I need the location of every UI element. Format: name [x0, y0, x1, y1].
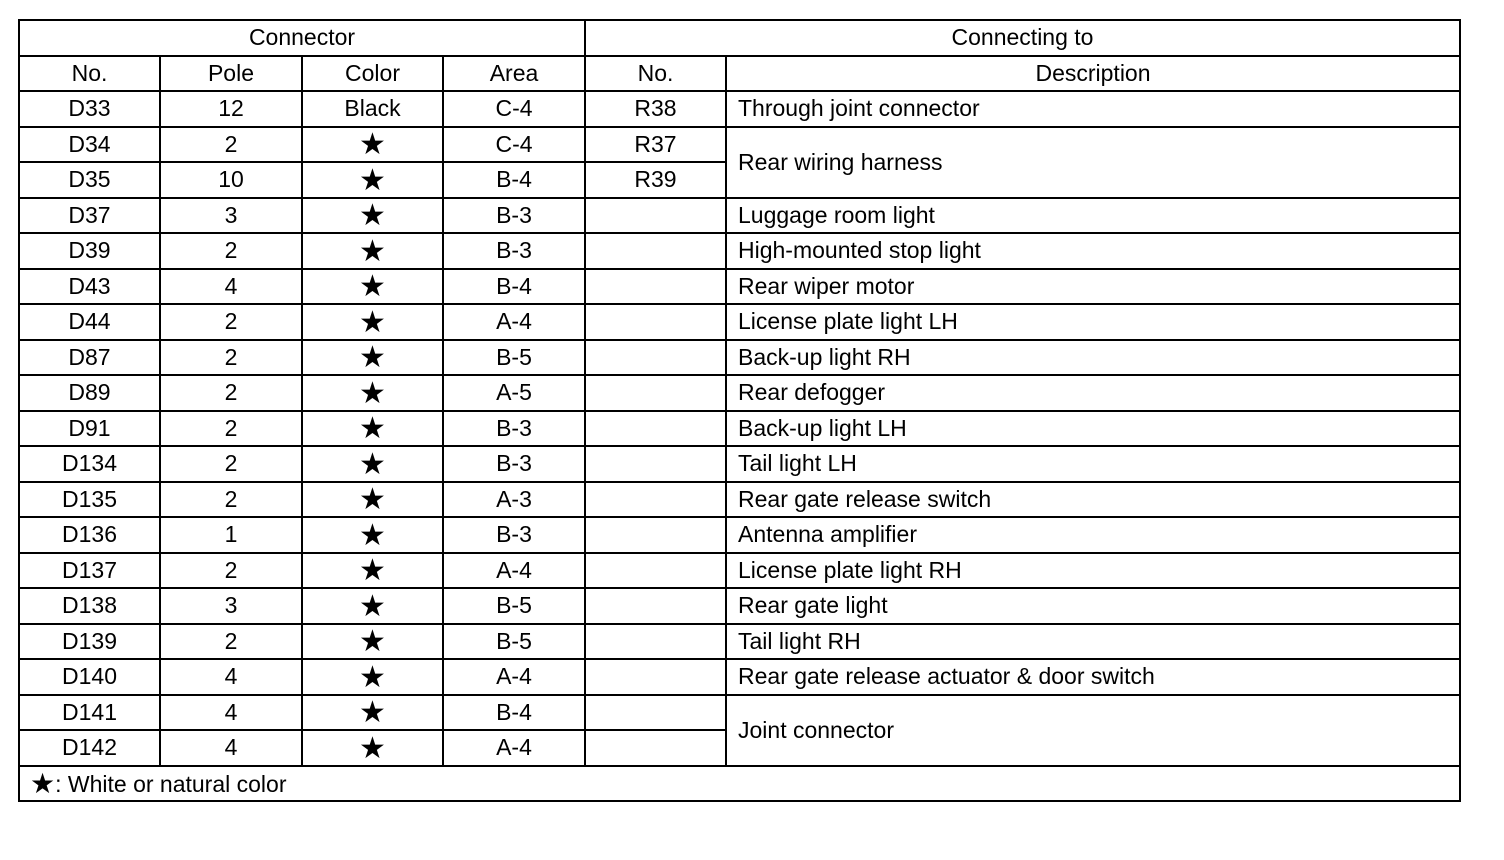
table-row	[19, 91, 1460, 127]
connector-no: D139	[19, 624, 160, 660]
connector-color	[302, 659, 443, 695]
connector-area: A-5	[443, 375, 585, 411]
connector-pole: 4	[160, 730, 302, 766]
connecting-to-description: Tail light RH	[726, 624, 1460, 660]
connecting-to-no	[585, 340, 726, 376]
connecting-to-description: Rear gate release switch	[726, 482, 1460, 518]
connecting-to-description: Rear wiper motor	[726, 269, 1460, 305]
connecting-to-description: Rear gate light	[726, 588, 1460, 624]
table-row	[19, 517, 1460, 553]
header-pole: Pole	[160, 56, 302, 92]
connector-table	[18, 19, 1461, 802]
header-column-row	[19, 56, 1460, 92]
star-icon: ★	[359, 305, 386, 339]
connector-pole: 2	[160, 446, 302, 482]
connector-pole: 2	[160, 340, 302, 376]
connecting-to-no	[585, 375, 726, 411]
connector-pole: 2	[160, 624, 302, 660]
connecting-to-description: Back-up light RH	[726, 340, 1460, 376]
header-connecting-to: Connecting to	[585, 20, 1460, 56]
connecting-to-no	[585, 695, 726, 731]
connector-color	[302, 482, 443, 518]
star-icon: ★	[359, 660, 386, 694]
connector-color	[302, 695, 443, 731]
connector-no: D39	[19, 233, 160, 269]
connector-no: D91	[19, 411, 160, 447]
star-icon: ★	[359, 128, 386, 162]
star-icon: ★	[359, 270, 386, 304]
table-row	[19, 411, 1460, 447]
connector-no: D134	[19, 446, 160, 482]
connector-area: A-4	[443, 553, 585, 589]
connector-color	[302, 269, 443, 305]
connecting-to-no: R38	[585, 91, 726, 127]
connector-color	[302, 127, 443, 163]
connector-color	[302, 340, 443, 376]
connector-color	[302, 162, 443, 198]
connector-pole: 2	[160, 411, 302, 447]
header-connector: Connector	[19, 20, 585, 56]
connector-no: D33	[19, 91, 160, 127]
connector-color	[302, 198, 443, 234]
table-row	[19, 624, 1460, 660]
table-row	[19, 304, 1460, 340]
connector-pole: 2	[160, 304, 302, 340]
star-icon: ★	[359, 483, 386, 517]
connector-area: B-5	[443, 340, 585, 376]
connector-no: D137	[19, 553, 160, 589]
connecting-to-no	[585, 553, 726, 589]
connector-pole: 2	[160, 233, 302, 269]
connector-pole: 4	[160, 659, 302, 695]
connector-no: D140	[19, 659, 160, 695]
connector-area: C-4	[443, 127, 585, 163]
connector-no: D35	[19, 162, 160, 198]
connecting-to-no	[585, 233, 726, 269]
connector-no: D89	[19, 375, 160, 411]
connecting-to-description: Rear defogger	[726, 375, 1460, 411]
star-icon: ★	[30, 768, 56, 800]
connecting-to-description: Joint connector	[726, 695, 1460, 766]
connecting-to-no	[585, 198, 726, 234]
table-row	[19, 695, 1460, 731]
header-to-no: No.	[585, 56, 726, 92]
connector-area: A-4	[443, 730, 585, 766]
connecting-to-description: Antenna amplifier	[726, 517, 1460, 553]
star-icon: ★	[359, 412, 386, 446]
star-icon: ★	[359, 376, 386, 410]
connecting-to-no	[585, 411, 726, 447]
footnote-row	[19, 766, 1460, 802]
connecting-to-no	[585, 304, 726, 340]
table-row	[19, 446, 1460, 482]
table-row	[19, 340, 1460, 376]
star-icon: ★	[359, 341, 386, 375]
connecting-to-description: Tail light LH	[726, 446, 1460, 482]
connector-pole: 4	[160, 695, 302, 731]
connecting-to-no	[585, 730, 726, 766]
connecting-to-description: Rear wiring harness	[726, 127, 1460, 198]
header-group-row	[19, 20, 1460, 56]
table-row	[19, 375, 1460, 411]
star-icon: ★	[359, 589, 386, 623]
connector-area: B-3	[443, 446, 585, 482]
connecting-to-description: Back-up light LH	[726, 411, 1460, 447]
connector-no: D141	[19, 695, 160, 731]
connector-area: B-3	[443, 411, 585, 447]
connector-color	[302, 304, 443, 340]
connector-no: D135	[19, 482, 160, 518]
connector-pole: 2	[160, 553, 302, 589]
connector-pole: 2	[160, 482, 302, 518]
table-row	[19, 233, 1460, 269]
header-color: Color	[302, 56, 443, 92]
star-icon: ★	[359, 163, 386, 197]
connector-pole: 4	[160, 269, 302, 305]
connector-area: B-5	[443, 588, 585, 624]
table-row	[19, 269, 1460, 305]
connector-area: B-4	[443, 695, 585, 731]
connecting-to-description: High-mounted stop light	[726, 233, 1460, 269]
connector-color	[302, 624, 443, 660]
connector-no: D44	[19, 304, 160, 340]
connecting-to-no	[585, 517, 726, 553]
connector-color	[302, 517, 443, 553]
connector-area: B-4	[443, 162, 585, 198]
star-icon: ★	[359, 447, 386, 481]
connector-no: D37	[19, 198, 160, 234]
connector-color: Black	[302, 91, 443, 127]
footnote-text: : White or natural color	[55, 771, 287, 798]
table-row	[19, 198, 1460, 234]
connector-pole: 12	[160, 91, 302, 127]
header-area: Area	[443, 56, 585, 92]
connector-color	[302, 375, 443, 411]
connector-color	[302, 553, 443, 589]
connecting-to-description: License plate light LH	[726, 304, 1460, 340]
connector-area: B-5	[443, 624, 585, 660]
connector-pole: 3	[160, 198, 302, 234]
connector-area: B-3	[443, 233, 585, 269]
connecting-to-no	[585, 659, 726, 695]
connector-no: D87	[19, 340, 160, 376]
connector-color	[302, 730, 443, 766]
connector-color	[302, 233, 443, 269]
connector-area: B-3	[443, 517, 585, 553]
header-no: No.	[19, 56, 160, 92]
table-row	[19, 553, 1460, 589]
star-icon: ★	[359, 554, 386, 588]
connector-pole: 3	[160, 588, 302, 624]
table-row	[19, 588, 1460, 624]
connector-area: A-4	[443, 659, 585, 695]
star-icon: ★	[359, 696, 386, 730]
connector-no: D43	[19, 269, 160, 305]
connector-area: A-4	[443, 304, 585, 340]
table-row	[19, 659, 1460, 695]
connector-area: A-3	[443, 482, 585, 518]
connector-color	[302, 446, 443, 482]
connector-no: D136	[19, 517, 160, 553]
connecting-to-no: R37	[585, 127, 726, 163]
connector-pole: 1	[160, 517, 302, 553]
connector-no: D138	[19, 588, 160, 624]
connector-color	[302, 411, 443, 447]
connecting-to-description: Through joint connector	[726, 91, 1460, 127]
star-icon: ★	[359, 518, 386, 552]
connecting-to-no	[585, 482, 726, 518]
header-description: Description	[726, 56, 1460, 92]
connector-pole: 10	[160, 162, 302, 198]
connector-no: D34	[19, 127, 160, 163]
connector-pole: 2	[160, 375, 302, 411]
connecting-to-no	[585, 588, 726, 624]
star-icon: ★	[359, 731, 386, 765]
table-row	[19, 482, 1460, 518]
connecting-to-description: Luggage room light	[726, 198, 1460, 234]
connector-area: C-4	[443, 91, 585, 127]
connecting-to-description: Rear gate release actuator & door switch	[726, 659, 1460, 695]
table-row	[19, 127, 1460, 163]
connector-color	[302, 588, 443, 624]
star-icon: ★	[359, 234, 386, 268]
connector-no: D142	[19, 730, 160, 766]
connector-pole: 2	[160, 127, 302, 163]
star-icon: ★	[359, 625, 386, 659]
connector-area: B-3	[443, 198, 585, 234]
connecting-to-no	[585, 269, 726, 305]
connector-area: B-4	[443, 269, 585, 305]
connecting-to-description: License plate light RH	[726, 553, 1460, 589]
footnote	[19, 766, 1460, 802]
star-icon: ★	[359, 199, 386, 233]
connecting-to-no	[585, 446, 726, 482]
connecting-to-no	[585, 624, 726, 660]
connecting-to-no: R39	[585, 162, 726, 198]
